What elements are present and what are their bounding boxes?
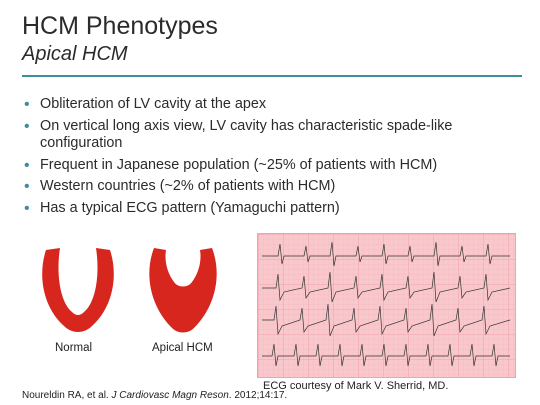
bullet-item xyxy=(22,118,532,153)
bullet-item xyxy=(22,157,532,175)
bullet-icon: • xyxy=(24,156,30,174)
bullet-text: Has a typical ECG pattern (Yamaguchi pattern) xyxy=(40,199,340,216)
bullet-list xyxy=(22,96,532,221)
bullet-icon: • xyxy=(24,117,30,135)
citation xyxy=(22,390,287,401)
citation-authors: Noureldin RA, et al. xyxy=(22,390,112,401)
apical-hcm-heart-diagram xyxy=(144,244,222,339)
bullet-text: Frequent in Japanese population (~25% of patients with HCM) xyxy=(40,156,438,173)
ecg-caption: ECG courtesy of Mark V. Sherrid, MD. xyxy=(263,380,449,392)
normal-heart-diagram xyxy=(38,244,118,339)
apical-hcm-label: Apical HCM xyxy=(152,342,213,354)
citation-journal: J Cardiovasc Magn Reson xyxy=(111,390,229,401)
bullet-text: Western countries (~2% of patients with HCM) xyxy=(40,178,336,194)
bullet-icon: • xyxy=(24,199,30,217)
bullet-icon: • xyxy=(24,96,30,113)
bullet-text: On vertical long axis view, LV cavity has characteristic spade-like configuration xyxy=(40,117,453,151)
bullet-text: Obliteration of LV cavity at the apex xyxy=(40,96,267,112)
bullet-item xyxy=(22,178,532,196)
bullet-item xyxy=(22,200,532,218)
bullet-item xyxy=(22,96,532,114)
normal-label: Normal xyxy=(55,342,93,354)
title-divider xyxy=(22,75,522,77)
citation-details: . 2012;14:17. xyxy=(228,390,288,401)
ecg-image xyxy=(257,233,516,378)
bullet-icon: • xyxy=(24,178,30,195)
slide-subtitle: Apical HCM xyxy=(22,43,128,65)
slide-title: HCM Phenotypes xyxy=(22,12,218,40)
